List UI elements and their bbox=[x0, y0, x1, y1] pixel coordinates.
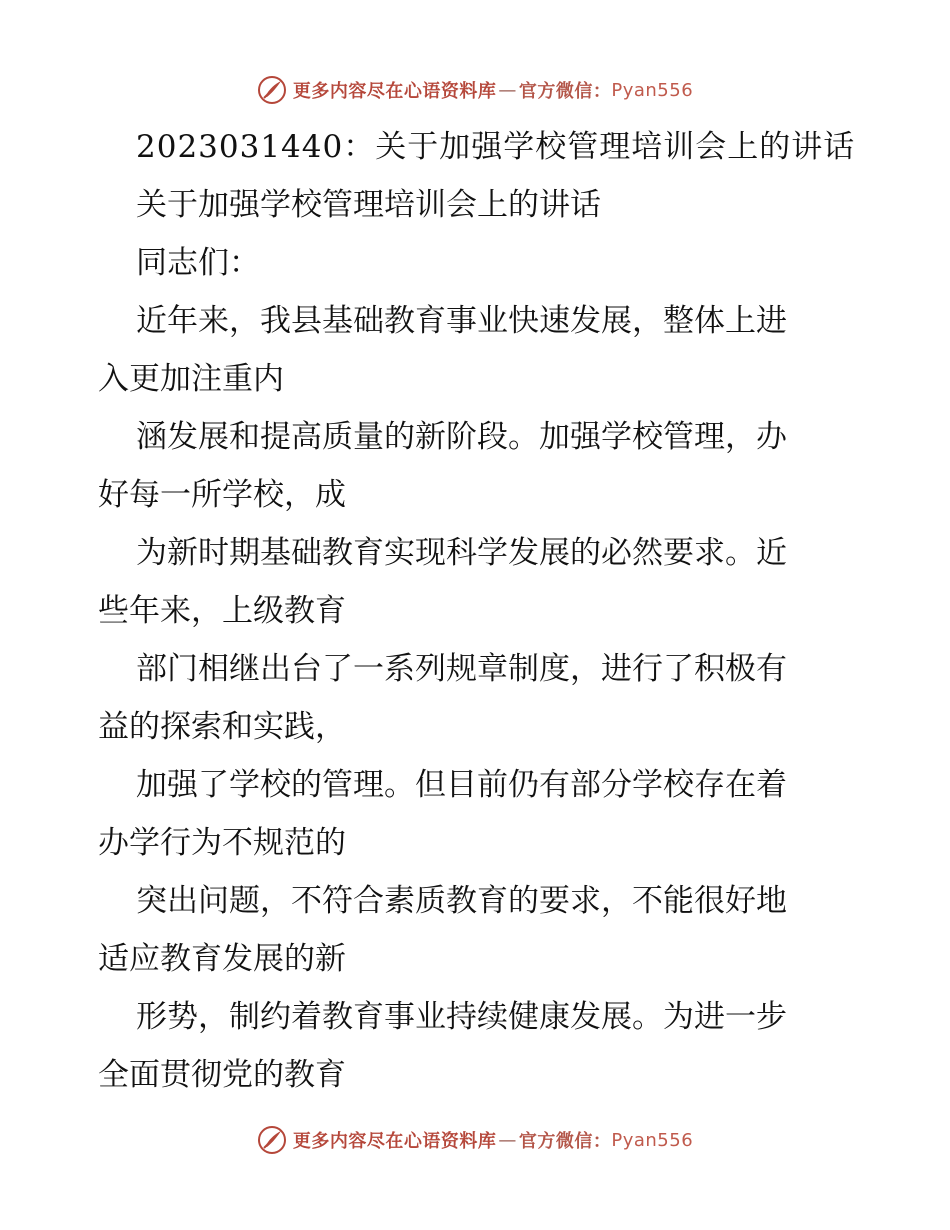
quill-logo-icon bbox=[257, 75, 287, 105]
paragraph-line: 办学行为不规范的 bbox=[98, 825, 346, 861]
paragraph-line: 些年来，上级教育 bbox=[98, 593, 346, 629]
watermark-wechat-id: Pyan556 bbox=[611, 1129, 694, 1151]
watermark-wechat-label: 官方微信： bbox=[518, 81, 612, 102]
watermark-brand-text: 更多内容尽在心语资料库 bbox=[292, 81, 497, 102]
header-watermark bbox=[0, 70, 950, 110]
document-title: 2023031440：关于加强学校管理培训会上的讲话 bbox=[136, 129, 856, 165]
watermark-brand-text: 更多内容尽在心语资料库 bbox=[292, 1131, 497, 1152]
footer-watermark bbox=[0, 1120, 950, 1160]
document-subtitle: 关于加强学校管理培训会上的讲话 bbox=[136, 187, 601, 223]
watermark-dash: — bbox=[498, 79, 517, 101]
paragraph-line: 近年来，我县基础教育事业快速发展，整体上进 bbox=[136, 303, 787, 339]
document-body bbox=[98, 118, 858, 1104]
paragraph-line: 涵发展和提高质量的新阶段。加强学校管理，办 bbox=[136, 419, 787, 455]
paragraph-line: 适应教育发展的新 bbox=[98, 941, 346, 977]
paragraph-line: 形势，制约着教育事业持续健康发展。为进一步 bbox=[136, 999, 787, 1035]
watermark-dash: — bbox=[498, 1129, 517, 1151]
paragraph-line: 部门相继出台了一系列规章制度，进行了积极有 bbox=[136, 651, 787, 687]
paragraph-line: 入更加注重内 bbox=[98, 361, 284, 397]
quill-logo-icon bbox=[257, 1125, 287, 1155]
document-greeting: 同志们： bbox=[136, 245, 260, 281]
paragraph-line: 好每一所学校，成 bbox=[98, 477, 346, 513]
paragraph-lines bbox=[98, 292, 858, 1104]
watermark-wechat-label: 官方微信： bbox=[518, 1131, 612, 1152]
paragraph-line: 全面贯彻党的教育 bbox=[98, 1057, 346, 1093]
paragraph-line: 益的探索和实践， bbox=[98, 709, 346, 745]
paragraph-line: 为新时期基础教育实现科学发展的必然要求。近 bbox=[136, 535, 787, 571]
paragraph-line: 突出问题，不符合素质教育的要求，不能很好地 bbox=[136, 883, 787, 919]
watermark-wechat-id: Pyan556 bbox=[611, 79, 694, 101]
paragraph-line: 加强了学校的管理。但目前仍有部分学校存在着 bbox=[136, 767, 787, 803]
